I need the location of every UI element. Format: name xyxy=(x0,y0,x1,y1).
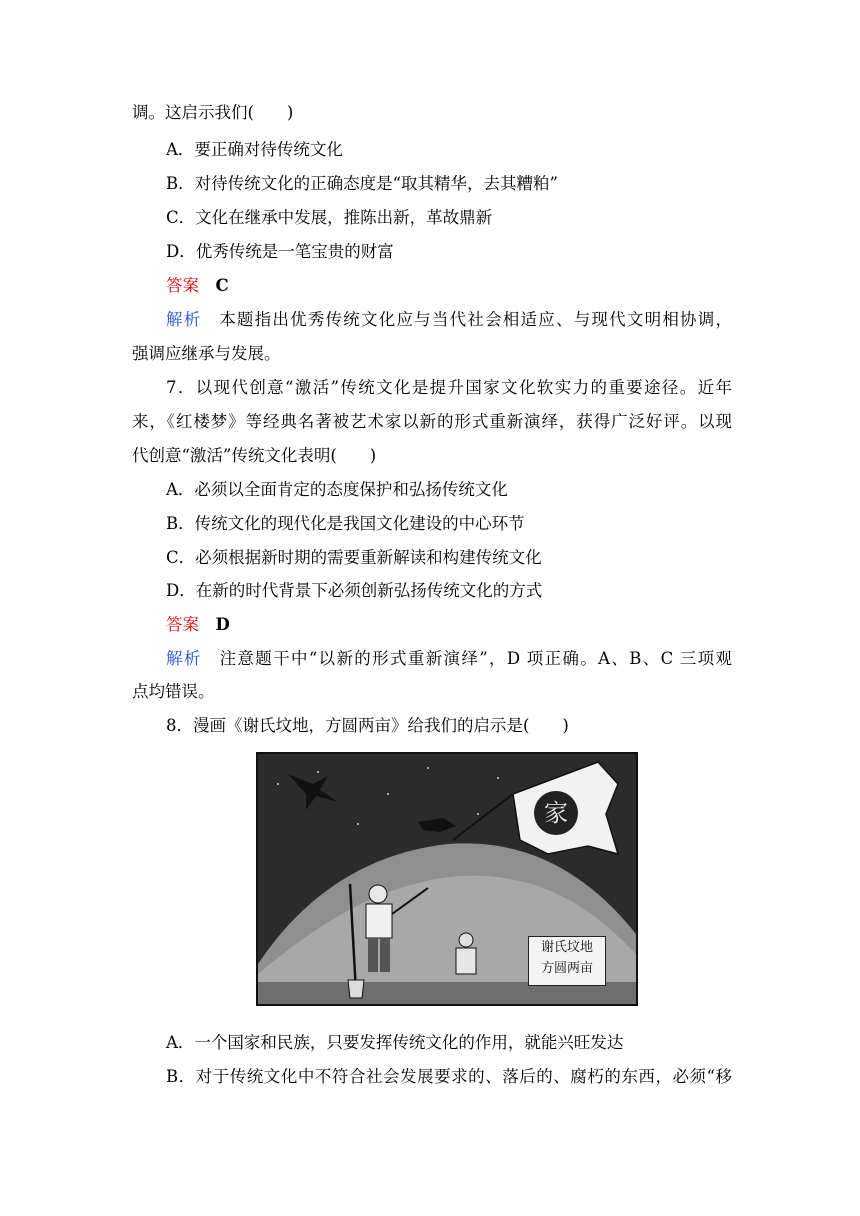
q7-option-a: A．必须以全面肯定的态度保护和弘扬传统文化 xyxy=(166,480,508,499)
q7-answer-label: 答案 xyxy=(166,615,199,634)
q6-analysis xyxy=(166,309,732,331)
q6-option-d: D．优秀传统是一笔宝贵的财富 xyxy=(166,242,394,261)
sign-line-1: 谢氏坟地 xyxy=(540,940,593,955)
q6-analysis-label: 解析 xyxy=(166,310,202,329)
q6-analysis-line2: 强调应继承与发展。 xyxy=(132,344,281,363)
q7-stem-line3: 代创意“激活”传统文化表明( ) xyxy=(132,446,377,465)
q6-stem-tail: 调。这启示我们( ) xyxy=(132,103,294,122)
q6-answer-value: C xyxy=(215,276,229,295)
flag-character: 家 xyxy=(534,791,578,835)
q7-stem-line2: 来，《红楼梦》等经典名著被艺术家以新的形式重新演绎，获得广泛好评。以现 xyxy=(132,412,732,431)
q6-analysis-line1: 本题指出优秀传统文化应与当代社会相适应、与现代文明相协调， xyxy=(219,310,733,329)
q7-analysis-line2: 点均错误。 xyxy=(132,682,215,701)
q7-answer xyxy=(166,614,230,636)
q6-option-c: C．文化在继承中发展，推陈出新，革故鼎新 xyxy=(166,208,493,227)
cartoon-figure xyxy=(256,752,638,1006)
q7-stem-line1: 7．以现代创意“激活”传统文化是提升国家文化软实力的重要途径。近年 xyxy=(166,378,732,397)
q7-option-c: C．必须根据新时期的需要重新解读和构建传统文化 xyxy=(166,548,542,567)
q7-option-d: D．在新的时代背景下必须创新弘扬传统文化的方式 xyxy=(166,581,543,600)
q6-answer xyxy=(166,275,229,297)
q8-option-a: A．一个国家和民族，只要发挥传统文化的作用，就能兴旺发达 xyxy=(166,1033,624,1052)
q8-option-b: B．对于传统文化中不符合社会发展要求的、落后的、腐朽的东西，必须“移 xyxy=(166,1067,732,1086)
graveyard-sign xyxy=(528,936,606,986)
q7-analysis-label: 解析 xyxy=(166,649,202,668)
q7-option-b: B．传统文化的现代化是我国文化建设的中心环节 xyxy=(166,514,525,533)
q8-stem: 8．漫画《谢氏坟地，方圆两亩》给我们的启示是( ) xyxy=(166,716,569,735)
q7-analysis-line1: 注意题干中“以新的形式重新演绎”，D 项正确。A、B、C 三项观 xyxy=(219,649,732,668)
sign-line-2: 方圆两亩 xyxy=(540,961,593,976)
q7-analysis xyxy=(166,648,732,670)
q6-option-b: B．对待传统文化的正确态度是“取其精华，去其糟粕” xyxy=(166,174,558,193)
q7-answer-value: D xyxy=(215,615,230,634)
q6-option-a: A．要正确对待传统文化 xyxy=(166,140,343,159)
q6-answer-label: 答案 xyxy=(166,276,199,295)
